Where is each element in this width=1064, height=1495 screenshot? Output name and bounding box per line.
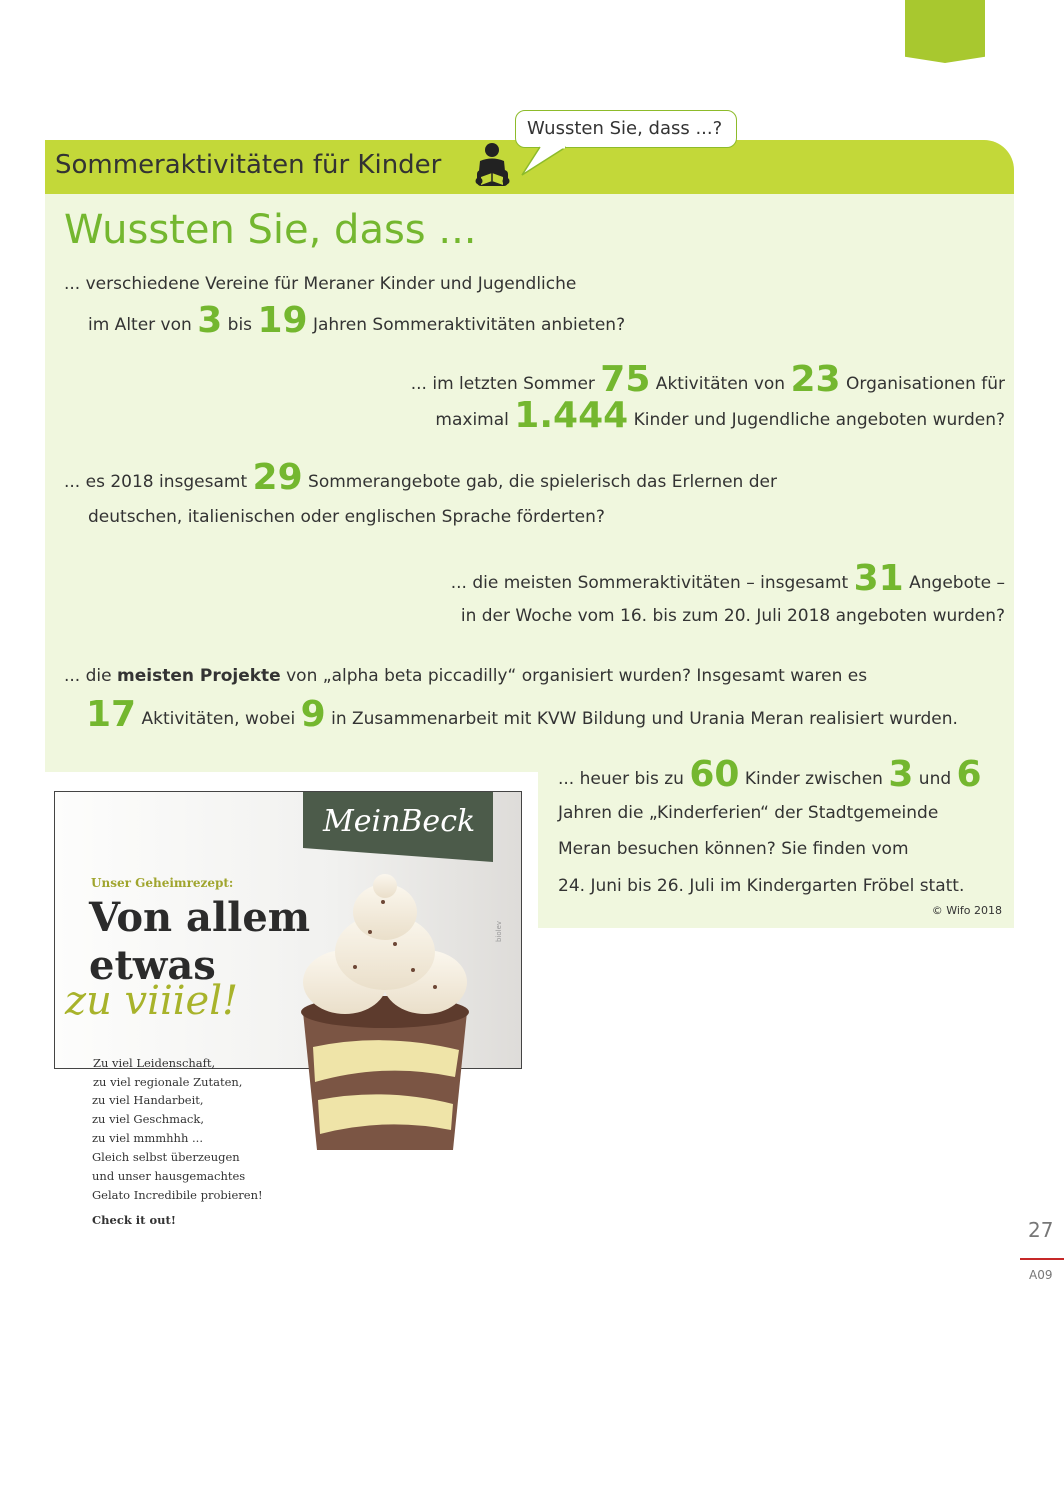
fact-6-line-3: Meran besuchen können? Sie finden vom xyxy=(558,839,909,859)
fact-5-line-1: ... die meisten Projekte von „alpha beta piccadilly“ organisiert wurden? Insgesamt waren es xyxy=(64,666,868,686)
body-line: Gelato Incredibile probieren! xyxy=(92,1188,263,1202)
meinbeck-kicker: Unser Geheimrezept: xyxy=(91,876,234,890)
fact-6-line-1: ... heuer bis zu 60 Kinder zwischen 3 und 6 xyxy=(558,754,982,795)
body-line: zu viel Geschmack, xyxy=(92,1112,205,1126)
body-line: zu viel mmmhhh ... xyxy=(92,1131,203,1145)
meinbeck-ad xyxy=(54,791,522,1089)
fact-4-line-2: in der Woche vom 16. bis zum 20. Juli 2018 angeboten wurden? xyxy=(460,606,1005,626)
fact-6-line-2: Jahren die „Kinderferien“ der Stadtgemeinde xyxy=(558,803,939,823)
fact-2-line-1: ... im letzten Sommer 75 Aktivitäten von 23 Organisationen für xyxy=(410,359,1005,400)
body-line: zu viel regionale Zutaten, xyxy=(93,1075,243,1089)
meinbeck-body xyxy=(93,1054,242,1092)
fact-6-line-4: 24. Juni bis 26. Juli im Kindergarten Fröbel statt. xyxy=(558,876,965,896)
body-line: Zu viel Leidenschaft, xyxy=(93,1056,216,1070)
section-title: Sommeraktivitäten für Kinder xyxy=(55,150,442,180)
meinbeck-script: zu viiiel! xyxy=(65,978,239,1024)
fact-1-line-2: im Alter von 3 bis 19 Jahren Sommeraktivitäten anbieten? xyxy=(88,300,626,341)
fact-2-line-2: maximal 1.444 Kinder und Jugendliche angeboten wurden? xyxy=(435,395,1005,436)
meinbeck-body-rest xyxy=(92,1091,263,1230)
body-line: und unser hausgemachtes xyxy=(92,1169,246,1183)
fact-3-line-1: ... es 2018 insgesamt 29 Sommerangebote gab, die spielerisch das Erlernen der xyxy=(64,457,777,498)
meinbeck-headline-2: etwas xyxy=(89,942,216,989)
gelato-glass-illustration xyxy=(285,872,485,1150)
page-number-rule xyxy=(1020,1258,1064,1260)
meinbeck-cta[interactable]: Check it out! xyxy=(92,1213,176,1227)
fact-4-line-1: ... die meisten Sommeraktivitäten – insgesamt 31 Angebote – xyxy=(450,558,1005,599)
meinbeck-headline-1: Von allem xyxy=(89,894,311,941)
source-credit: © Wifo 2018 xyxy=(931,904,1002,917)
speech-bubble-tail xyxy=(520,147,580,177)
photo-credit: biolev xyxy=(495,920,503,942)
fact-3-line-2: deutschen, italienischen oder englischen Sprache förderten? xyxy=(88,507,605,527)
fact-5-line-2: 17 Aktivitäten, wobei 9 in Zusammenarbeit mit KVW Bildung und Urania Meran realisiert wurden. xyxy=(86,694,958,735)
corner-tab xyxy=(905,0,985,63)
reading-person-icon xyxy=(472,141,514,193)
speech-bubble: Wussten Sie, dass ...? xyxy=(515,110,737,148)
body-line: Gleich selbst überzeugen xyxy=(92,1150,240,1164)
body-line: zu viel Handarbeit, xyxy=(92,1093,204,1107)
facts-heading: Wussten Sie, dass ... xyxy=(64,207,477,253)
page-number: 27 xyxy=(1028,1218,1054,1242)
fact-1-line-1: ... verschiedene Vereine für Meraner Kinder und Jugendliche xyxy=(64,274,577,294)
page-code: A09 xyxy=(1029,1268,1053,1282)
meinbeck-logo: MeinBeck xyxy=(323,804,476,839)
